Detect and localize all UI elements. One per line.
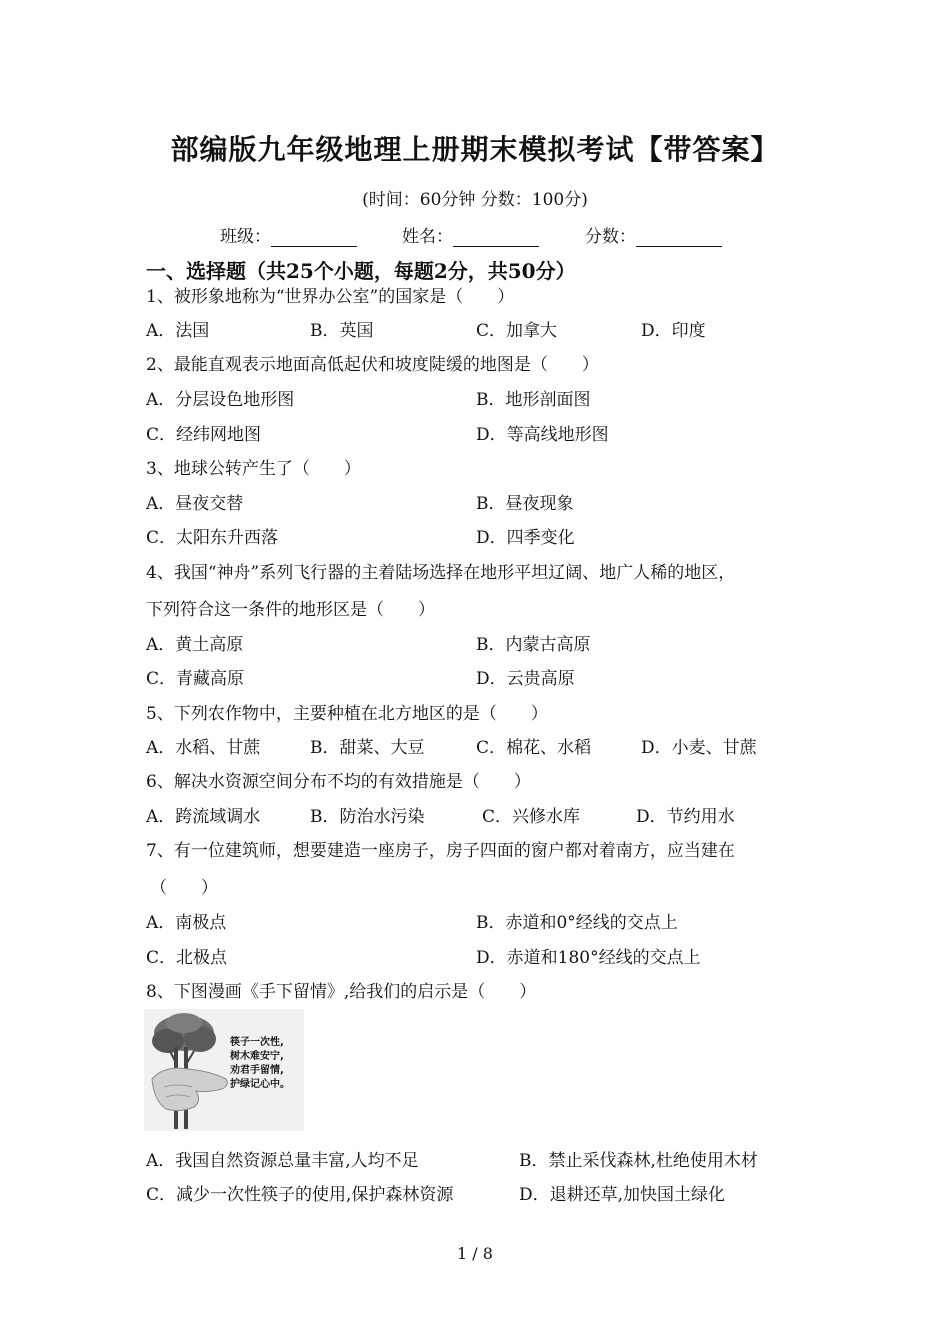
- page-number: 1 / 8: [457, 1244, 493, 1263]
- option-c: C．兴修水库: [482, 807, 581, 827]
- option-b: B．赤道和0°经线的交点上: [476, 913, 678, 933]
- option-c: C．加拿大: [476, 321, 558, 341]
- option-b: B．防治水污染: [310, 807, 425, 827]
- question-stem: 1、被形象地称为“世界办公室”的国家是（ ）: [146, 287, 515, 307]
- poem-line-1: 筷子一次性,: [230, 1037, 284, 1048]
- poem-line-2: 树木难安宁,: [230, 1051, 284, 1062]
- option-b: B．英国: [310, 321, 374, 341]
- class-label: 班级：: [220, 227, 271, 247]
- option-c: C．北极点: [146, 948, 228, 968]
- option-d: D．退耕还草,加快国土绿化: [519, 1185, 726, 1205]
- option-c: C．减少一次性筷子的使用,保护森林资源: [146, 1185, 454, 1205]
- option-a: A．跨流域调水: [146, 807, 261, 827]
- option-a: A．分层设色地形图: [146, 390, 295, 410]
- comic-illustration: [144, 1009, 304, 1131]
- score-field: [585, 222, 722, 247]
- option-d: D．等高线地形图: [476, 425, 609, 445]
- option-a: A．法国: [146, 321, 210, 341]
- option-c: C．经纬网地图: [146, 425, 262, 445]
- option-b: B．禁止采伐森林,杜绝使用木材: [519, 1151, 758, 1171]
- option-c: C．棉花、水稻: [476, 738, 592, 758]
- name-label: 姓名：: [402, 227, 453, 247]
- option-a: A．水稻、甘蔗: [146, 738, 261, 758]
- page-title: 部编版九年级地理上册期末模拟考试【带答案】: [170, 133, 780, 166]
- option-a: A．黄土高原: [146, 635, 244, 655]
- option-a: A．我国自然资源总量丰富,人均不足: [146, 1151, 419, 1171]
- question-stem: 5、下列农作物中，主要种植在北方地区的是（ ）: [146, 704, 548, 724]
- score-label: 分数：: [585, 227, 636, 247]
- option-b: B．内蒙古高原: [476, 635, 591, 655]
- score-blank: [636, 230, 722, 247]
- option-d: D．赤道和180°经线的交点上: [476, 948, 701, 968]
- name-blank: [453, 230, 539, 247]
- question-stem-cont: 下列符合这一条件的地形区是（ ）: [146, 600, 435, 620]
- option-a: A．昼夜交替: [146, 494, 244, 514]
- poem-line-4: 护绿记心中。: [230, 1079, 290, 1090]
- option-c: C．青藏高原: [146, 669, 245, 689]
- question-stem: 6、解决水资源空间分布不均的有效措施是（ ）: [146, 772, 531, 792]
- option-c: C．太阳东升西落: [146, 528, 279, 548]
- option-b: B．甜菜、大豆: [310, 738, 425, 758]
- question-stem: 2、最能直观表示地面高低起伏和坡度陡缓的地图是（ ）: [146, 355, 599, 375]
- class-blank: [271, 230, 357, 247]
- question-stem: 3、地球公转产生了（ ）: [146, 459, 361, 479]
- option-b: B．昼夜现象: [476, 494, 574, 514]
- option-d: D．云贵高原: [476, 669, 575, 689]
- name-field: [402, 222, 539, 247]
- option-a: A．南极点: [146, 913, 227, 933]
- question-stem-cont: （ ）: [150, 878, 218, 898]
- option-d: D．节约用水: [636, 807, 735, 827]
- class-field: [220, 222, 357, 247]
- option-d: D．四季变化: [476, 528, 575, 548]
- question-stem: 4、我国“神舟”系列飞行器的主着陆场选择在地形平坦辽阔、地广人稀的地区，: [146, 563, 736, 583]
- exam-time-score: (时间：60分钟 分数：100分): [362, 190, 588, 210]
- option-d: D．印度: [641, 321, 706, 341]
- question-stem: 8、下图漫画《手下留情》,给我们的启示是（ ）: [146, 982, 537, 1002]
- poem-line-3: 劝君手留情,: [230, 1065, 284, 1076]
- option-d: D．小麦、甘蔗: [641, 738, 757, 758]
- section-heading: 一、选择题（共25个小题，每题2分，共50分）: [146, 259, 576, 283]
- option-b: B．地形剖面图: [476, 390, 591, 410]
- question-stem: 7、有一位建筑师，想要建造一座房子，房子四面的窗户都对着南方，应当建在: [146, 841, 735, 861]
